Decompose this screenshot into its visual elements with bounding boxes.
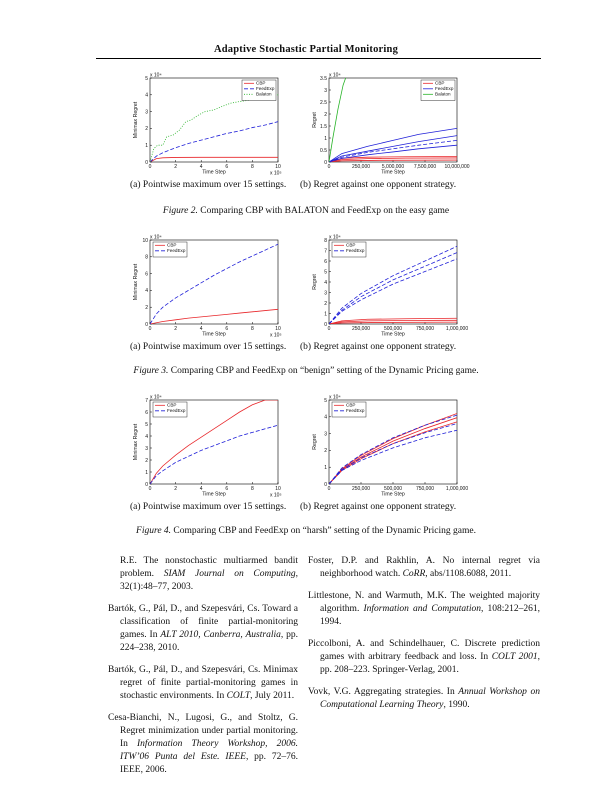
reference-item (308, 555, 540, 581)
chart-fig3a (128, 232, 288, 340)
fig3-caption-text: Comparing CBP and FeedExp on “benign” setting of the Dynamic Pricing game. (170, 366, 479, 376)
reference-text: R.E. The nonstochastic multiarmed bandit problem. (120, 556, 298, 579)
fig4-caption-label: Figure 4. (136, 526, 172, 536)
series-line-cbp (150, 157, 278, 162)
y-tick-label: 1 (324, 311, 327, 318)
y-axis-label: Regret (312, 112, 318, 128)
fig3-caption (0, 366, 612, 376)
reference-text: , 1990. (443, 700, 470, 710)
references-right-column (308, 555, 540, 721)
reference-text: Information Theory Workshop, 2006. ITW’06 Punta del Este. IEEE (120, 739, 298, 762)
reference-text: , abs/1108.6088, 2011. (425, 569, 512, 579)
x-tick-label: 2 (174, 326, 177, 332)
x-tick-label: 2 (174, 164, 177, 170)
chart-fig2a (128, 70, 288, 178)
x-tick-label: 500,000 (383, 326, 403, 332)
legend-label: FeedExp (167, 408, 186, 413)
y-tick-label: 3 (145, 445, 148, 452)
y-tick-label: 0.5 (320, 147, 327, 154)
y-tick-label: 5 (145, 75, 148, 82)
y-axis-label: Regret (312, 274, 318, 290)
x-axis-label: Time Step (202, 169, 226, 176)
reference-text: , pp. 224–238, 2010. (120, 630, 299, 653)
chart-fig4a (128, 392, 288, 500)
running-title: Adaptive Stochastic Partial Monitoring (213, 44, 399, 55)
reference-item (308, 638, 540, 677)
y-tick-label: 2 (324, 448, 327, 455)
legend-label: FeedExp (167, 248, 186, 253)
reference-text: CoRR (402, 569, 426, 579)
x-tick-label: 8 (251, 486, 254, 492)
y-tick-label: 0 (145, 481, 148, 488)
fig3-caption-label: Figure 3. (133, 366, 169, 376)
y-tick-label: 0 (324, 481, 327, 488)
y-exponent: x 10⁴ (150, 72, 162, 79)
x-tick-label: 2 (174, 486, 177, 492)
y-tick-label: 3.5 (320, 75, 327, 82)
y-tick-label: 0 (145, 159, 148, 166)
y-tick-label: 2 (324, 300, 327, 307)
x-tick-label: 5,000,000 (381, 164, 405, 170)
y-tick-label: 8 (324, 237, 327, 244)
legend-label: CBP (346, 242, 356, 248)
x-tick-label: 8 (251, 326, 254, 332)
reference-text: SIAM Journal on Computing (163, 569, 296, 579)
fig4-subcaption-a: (a) Pointwise maximum over 15 settings. (130, 502, 287, 512)
y-tick-label: 6 (145, 409, 148, 416)
y-tick-label: 1.5 (320, 123, 327, 130)
x-exponent: x 10⁵ (270, 332, 282, 339)
fig4-subcaption-b: (b) Regret against one opponent strategy. (300, 502, 457, 512)
x-tick-label: 6 (225, 486, 229, 492)
series-line-feedexp (329, 253, 457, 324)
y-tick-label: 6 (324, 258, 327, 265)
series-line-cbp (329, 422, 457, 484)
y-exponent: x 10⁴ (150, 394, 162, 401)
y-tick-label: 3 (324, 87, 327, 94)
series-line-balaton (329, 78, 346, 162)
x-axis-label: Time Step (381, 331, 405, 338)
reference-text: Littlestone, N. and Warmuth, M.K. The weighted majority algorithm. (308, 591, 540, 614)
y-tick-label: 1 (324, 465, 327, 471)
y-tick-label: 2.5 (320, 99, 327, 106)
y-tick-label: 8 (145, 254, 148, 261)
legend-label: CBP (256, 80, 266, 86)
y-tick-label: 1 (145, 143, 148, 149)
x-tick-label: 4 (199, 164, 203, 170)
legend-label: CBP (167, 402, 177, 408)
x-tick-label: 10 (275, 326, 281, 332)
reference-text: , pp. 72–76. IEEE, 2006. (120, 752, 298, 775)
y-exponent: x 10⁴ (329, 234, 341, 241)
x-tick-label: 250,000 (351, 326, 371, 332)
legend-label: Balaton (435, 91, 451, 97)
y-tick-label: 0 (324, 321, 327, 328)
x-tick-label: 0 (327, 486, 331, 492)
fig2-caption-text: Comparing CBP with BALATON and FeedExp on the easy game (200, 206, 450, 216)
legend-label: FeedExp (435, 86, 454, 91)
legend (332, 402, 366, 417)
x-tick-label: 250,000 (351, 164, 371, 170)
reference-text: , pp. 208–223. Springer-Verlag, 2001. (320, 652, 540, 675)
y-tick-label: 6 (145, 271, 148, 278)
x-tick-label: 0 (148, 486, 152, 492)
legend-label: FeedExp (346, 248, 365, 253)
x-exponent: x 10⁵ (270, 170, 282, 177)
x-axis-label: Time Step (381, 491, 405, 498)
legend-label: CBP (346, 402, 356, 408)
legend-label: Balaton (256, 91, 272, 97)
legend-label: CBP (167, 242, 177, 248)
y-tick-label: 5 (324, 269, 327, 276)
reference-text: Vovk, V.G. Aggregating strategies. In (308, 687, 459, 697)
reference-text: Annual Workshop on Computational Learning Theory (320, 687, 540, 710)
y-tick-label: 5 (145, 421, 148, 428)
fig4-caption-text: Comparing CBP and FeedExp on “harsh” setting of the Dynamic Pricing game. (173, 526, 476, 536)
x-tick-label: 0 (327, 326, 331, 332)
reference-text: , 32(1):48–77, 2003. (120, 569, 298, 592)
references-left-column (108, 555, 298, 786)
legend (153, 242, 187, 257)
y-axis-label: Minimax Regret (133, 263, 139, 301)
x-tick-label: 250,000 (351, 486, 371, 492)
y-tick-label: 3 (324, 290, 327, 297)
fig2-caption-label: Figure 2. (162, 206, 198, 216)
series-line-feedexp (150, 122, 278, 162)
series-line-feedexp (329, 415, 457, 484)
x-tick-label: 10 (275, 164, 281, 170)
fig3-subcaption-a: (a) Pointwise maximum over 15 settings. (130, 342, 287, 352)
y-tick-label: 7 (324, 248, 327, 255)
reference-text: Bartók, G., Pál, D., and Szepesvári, Cs. Toward a classification of finite partial-monitoring games. In (108, 604, 298, 640)
header-rule (96, 58, 541, 59)
reference-text: Bartók, G., Pál, D., and Szepesvári, Cs. Minimax regret of finite partial-monitoring games in stochastic environments. In (108, 665, 298, 701)
x-tick-label: 10 (275, 486, 281, 492)
x-tick-label: 1,000,000 (445, 326, 469, 332)
x-tick-label: 0 (148, 164, 152, 170)
reference-item (108, 555, 298, 594)
reference-item (308, 686, 540, 712)
y-tick-label: 7 (145, 397, 148, 404)
series-line-feedexp (329, 424, 457, 484)
y-tick-label: 0 (324, 159, 327, 166)
x-tick-label: 0 (327, 164, 331, 170)
fig2-subcaption-b: (b) Regret against one opponent strategy. (300, 180, 457, 190)
y-exponent: x 10⁴ (329, 72, 341, 79)
y-tick-label: 2 (145, 305, 148, 311)
series-line-balaton (150, 95, 278, 162)
legend (242, 80, 276, 101)
y-exponent: x 10⁴ (329, 394, 341, 401)
y-tick-label: 4 (145, 433, 148, 440)
y-tick-label: 1 (145, 469, 148, 476)
x-tick-label: 4 (199, 326, 203, 332)
y-tick-label: 3 (145, 109, 148, 116)
legend (153, 402, 187, 417)
y-tick-label: 0 (145, 321, 148, 328)
y-tick-label: 2 (145, 126, 148, 133)
x-tick-label: 1,000,000 (445, 486, 469, 492)
legend-label: FeedExp (256, 86, 275, 91)
series-line-feedexp (329, 259, 457, 324)
x-tick-label: 750,000 (415, 486, 435, 492)
reference-text: COLT (226, 691, 251, 701)
y-axis-label: Regret (312, 434, 318, 450)
y-tick-label: 2 (145, 457, 148, 464)
reference-text: Foster, D.P. and Rakhlin, A. No internal regret via neighborhood watch. (308, 556, 540, 579)
reference-text: Cesa-Bianchi, N., Lugosi, G., and Stoltz, G. Regret minimization under partial monitoring. In (108, 713, 298, 749)
x-axis-label: Time Step (202, 331, 226, 338)
x-tick-label: 6 (225, 326, 229, 332)
y-axis-label: Minimax Regret (133, 423, 139, 461)
chart-fig2b (307, 70, 470, 178)
y-exponent: x 10⁴ (150, 234, 162, 241)
reference-text: COLT 2001 (491, 652, 538, 662)
y-tick-label: 4 (324, 279, 327, 286)
x-axis-label: Time Step (202, 491, 226, 498)
series-line-feedexp (150, 425, 278, 484)
x-tick-label: 4 (199, 486, 203, 492)
y-tick-label: 1 (324, 135, 327, 142)
x-tick-label: 8 (251, 164, 254, 170)
legend-label: FeedExp (346, 408, 365, 413)
y-tick-label: 2 (324, 111, 327, 118)
chart-fig4b (307, 392, 467, 500)
series-line-feedexp (329, 140, 457, 162)
fig3-subcaption-b: (b) Regret against one opponent strategy. (300, 342, 457, 352)
reference-text: Piccolboni, A. and Schindelhauer, C. Discrete prediction games with arbitrary feedback and loss. In (308, 639, 540, 662)
y-tick-label: 10 (142, 237, 148, 244)
reference-text: , 108:212–261, 1994. (320, 604, 540, 627)
reference-text: ALT 2010, Canberra, Australia (160, 630, 281, 640)
legend-label: CBP (435, 80, 445, 86)
x-tick-label: 750,000 (415, 326, 435, 332)
fig2-caption (0, 206, 612, 216)
series-line-feedexp (329, 246, 457, 324)
y-tick-label: 4 (145, 288, 148, 295)
reference-item (308, 590, 540, 629)
reference-item (108, 603, 298, 655)
series-line-cbp (150, 309, 278, 324)
legend (421, 80, 455, 101)
reference-text: Information and Computation (363, 604, 481, 614)
fig2-subcaption-a: (a) Pointwise maximum over 15 settings. (130, 180, 287, 190)
reference-text: , July 2011. (250, 691, 295, 701)
y-tick-label: 3 (324, 431, 327, 438)
x-tick-label: 7,500,000 (413, 164, 437, 170)
y-tick-label: 4 (324, 414, 327, 421)
reference-item (108, 664, 298, 703)
fig4-caption (0, 526, 612, 536)
x-axis-label: Time Step (381, 169, 405, 176)
x-tick-label: 6 (225, 164, 229, 170)
chart-fig3b (307, 232, 467, 340)
x-tick-label: 0 (148, 326, 152, 332)
x-tick-label: 10,000,000 (444, 164, 470, 170)
y-tick-label: 4 (145, 92, 148, 99)
y-axis-label: Minimax Regret (133, 101, 139, 139)
reference-item (108, 712, 298, 777)
x-tick-label: 500,000 (383, 486, 403, 492)
y-tick-label: 5 (324, 397, 327, 404)
x-exponent: x 10⁵ (270, 492, 282, 499)
legend (332, 242, 366, 257)
